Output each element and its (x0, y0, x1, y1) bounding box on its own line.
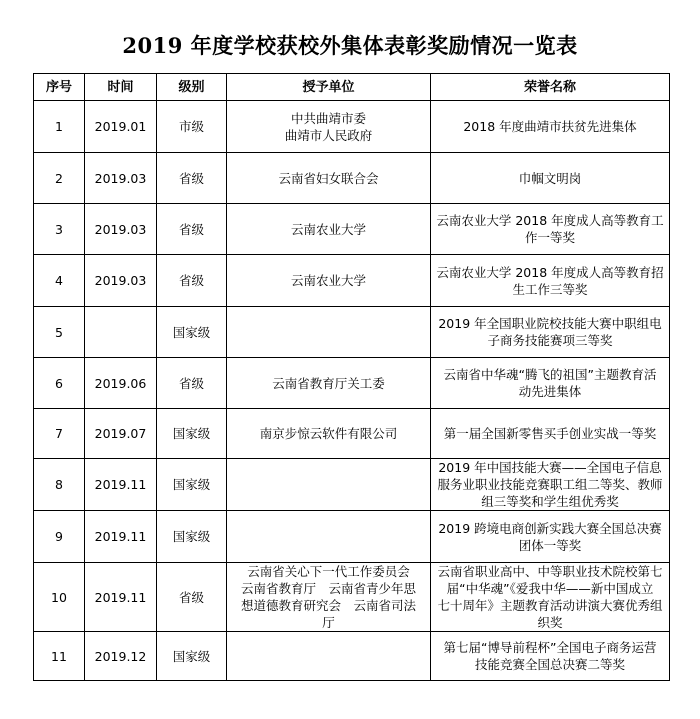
cell-unit-line: 云南省关心下一代工作委员会 (247, 564, 410, 579)
cell-level: 国家级 (157, 459, 227, 511)
cell-time (85, 307, 157, 358)
cell-honor-line: 生工作三等奖 (512, 281, 588, 297)
cell-honor-line: 届“中华魂”《爱我中华——新中国成立 (446, 581, 654, 596)
cell-honor (431, 153, 670, 204)
cell-honor-line: 2019 跨境电商创新实践大赛全国总决赛 (438, 520, 662, 536)
table-row (34, 101, 670, 153)
table-body (34, 101, 670, 681)
cell-no: 6 (34, 358, 85, 409)
cell-unit (227, 459, 431, 511)
table-row (34, 511, 670, 563)
cell-level: 国家级 (157, 511, 227, 563)
cell-honor-line: 服务业职业技能竞赛职工组二等奖、教师 (437, 477, 663, 492)
cell-level: 省级 (157, 255, 227, 307)
header-unit: 授予单位 (227, 74, 431, 101)
cell-no: 9 (34, 511, 85, 563)
cell-level: 国家级 (157, 409, 227, 459)
cell-honor-line: 2018 年度曲靖市扶贫先进集体 (463, 119, 637, 134)
cell-honor-line: 技能竞赛全国总决赛二等奖 (474, 657, 625, 672)
cell-honor-line: 团体一等奖 (518, 537, 582, 553)
cell-honor (431, 409, 670, 459)
cell-honor (431, 563, 670, 632)
cell-unit (227, 409, 431, 459)
cell-honor (431, 459, 670, 511)
cell-honor-line: 巾帼文明岗 (518, 170, 582, 186)
page-title: 2019 年度学校获校外集体表彰奖励情况一览表 (122, 33, 578, 58)
cell-time: 2019.01 (85, 101, 157, 153)
cell-no: 4 (34, 255, 85, 307)
cell-unit-line: 云南省教育厅 云南省青少年思 (240, 581, 416, 596)
cell-honor-line: 组三等奖和学生组优秀奖 (481, 494, 619, 509)
cell-level: 省级 (157, 563, 227, 632)
cell-level: 省级 (157, 204, 227, 255)
cell-level: 省级 (157, 358, 227, 409)
cell-honor (431, 511, 670, 563)
cell-honor-line: 第一届全国新零售买手创业实战一等奖 (443, 426, 657, 441)
cell-unit (227, 255, 431, 307)
cell-time: 2019.12 (85, 632, 157, 681)
cell-unit-line: 中共曲靖市委 (290, 110, 366, 126)
table-row (34, 409, 670, 459)
cell-no: 11 (34, 632, 85, 681)
cell-honor-line: 七十周年》主题教育活动讲演大赛优秀组 (437, 598, 663, 613)
cell-unit-line: 厅 (322, 615, 335, 630)
cell-unit-line: 想道德教育研究会 云南省司法 (240, 598, 416, 613)
cell-unit-line: 云南省教育厅关工委 (272, 375, 385, 391)
cell-unit (227, 563, 431, 632)
header-level: 级别 (157, 74, 227, 101)
cell-no: 5 (34, 307, 85, 358)
cell-unit (227, 101, 431, 153)
table-row (34, 204, 670, 255)
cell-unit (227, 153, 431, 204)
cell-honor-line: 第七届“博导前程杯”全国电子商务运营 (443, 640, 657, 655)
cell-honor (431, 358, 670, 409)
header-time: 时间 (85, 74, 157, 101)
table-row (34, 307, 670, 358)
header-no: 序号 (34, 74, 85, 101)
cell-time: 2019.11 (85, 563, 157, 632)
cell-time: 2019.03 (85, 153, 157, 204)
cell-honor (431, 101, 670, 153)
cell-no: 2 (34, 153, 85, 204)
cell-level: 国家级 (157, 632, 227, 681)
cell-unit-line: 云南省妇女联合会 (278, 170, 379, 186)
cell-unit (227, 358, 431, 409)
cell-level: 市级 (157, 101, 227, 153)
cell-level: 省级 (157, 153, 227, 204)
cell-honor (431, 632, 670, 681)
cell-time: 2019.11 (85, 511, 157, 563)
cell-time: 2019.03 (85, 255, 157, 307)
header-honor: 荣誉名称 (431, 74, 670, 101)
cell-unit-line: 南京步惊云软件有限公司 (259, 426, 398, 441)
cell-honor (431, 204, 670, 255)
cell-unit (227, 632, 431, 681)
cell-unit-line: 云南农业大学 (290, 273, 366, 288)
cell-honor-line: 云南省职业高中、中等职业技术院校第七 (437, 564, 663, 579)
cell-honor (431, 307, 670, 358)
cell-honor-line: 动先进集体 (518, 384, 582, 399)
cell-no: 1 (34, 101, 85, 153)
cell-honor (431, 255, 670, 307)
awards-table (33, 73, 670, 681)
cell-honor-line: 2019 年全国职业院校技能大赛中职组电 (438, 316, 662, 331)
cell-unit (227, 511, 431, 563)
cell-time: 2019.11 (85, 459, 157, 511)
cell-time: 2019.07 (85, 409, 157, 459)
cell-no: 3 (34, 204, 85, 255)
cell-honor-line: 云南省中华魂“腾飞的祖国”主题教育活 (443, 367, 657, 382)
cell-time: 2019.03 (85, 204, 157, 255)
cell-unit-line: 云南农业大学 (290, 221, 366, 237)
table-row (34, 459, 670, 511)
cell-honor-line: 云南农业大学 2018 年度成人高等教育工 (436, 213, 664, 228)
cell-unit (227, 204, 431, 255)
cell-no: 10 (34, 563, 85, 632)
cell-unit (227, 307, 431, 358)
cell-time: 2019.06 (85, 358, 157, 409)
table-row (34, 358, 670, 409)
cell-unit-line: 曲靖市人民政府 (284, 127, 373, 143)
table-row (34, 255, 670, 307)
cell-honor-line: 织奖 (537, 615, 563, 630)
table-row (34, 563, 670, 632)
cell-honor-line: 作一等奖 (524, 230, 575, 245)
table-row (34, 153, 670, 204)
cell-honor-line: 2019 年中国技能大赛——全国电子信息 (438, 460, 662, 475)
table-header-row (34, 74, 670, 101)
cell-no: 8 (34, 459, 85, 511)
cell-level: 国家级 (157, 307, 227, 358)
cell-honor-line: 子商务技能赛项三等奖 (487, 333, 613, 348)
cell-honor-line: 云南农业大学 2018 年度成人高等教育招 (436, 264, 664, 280)
table-row (34, 632, 670, 681)
cell-no: 7 (34, 409, 85, 459)
